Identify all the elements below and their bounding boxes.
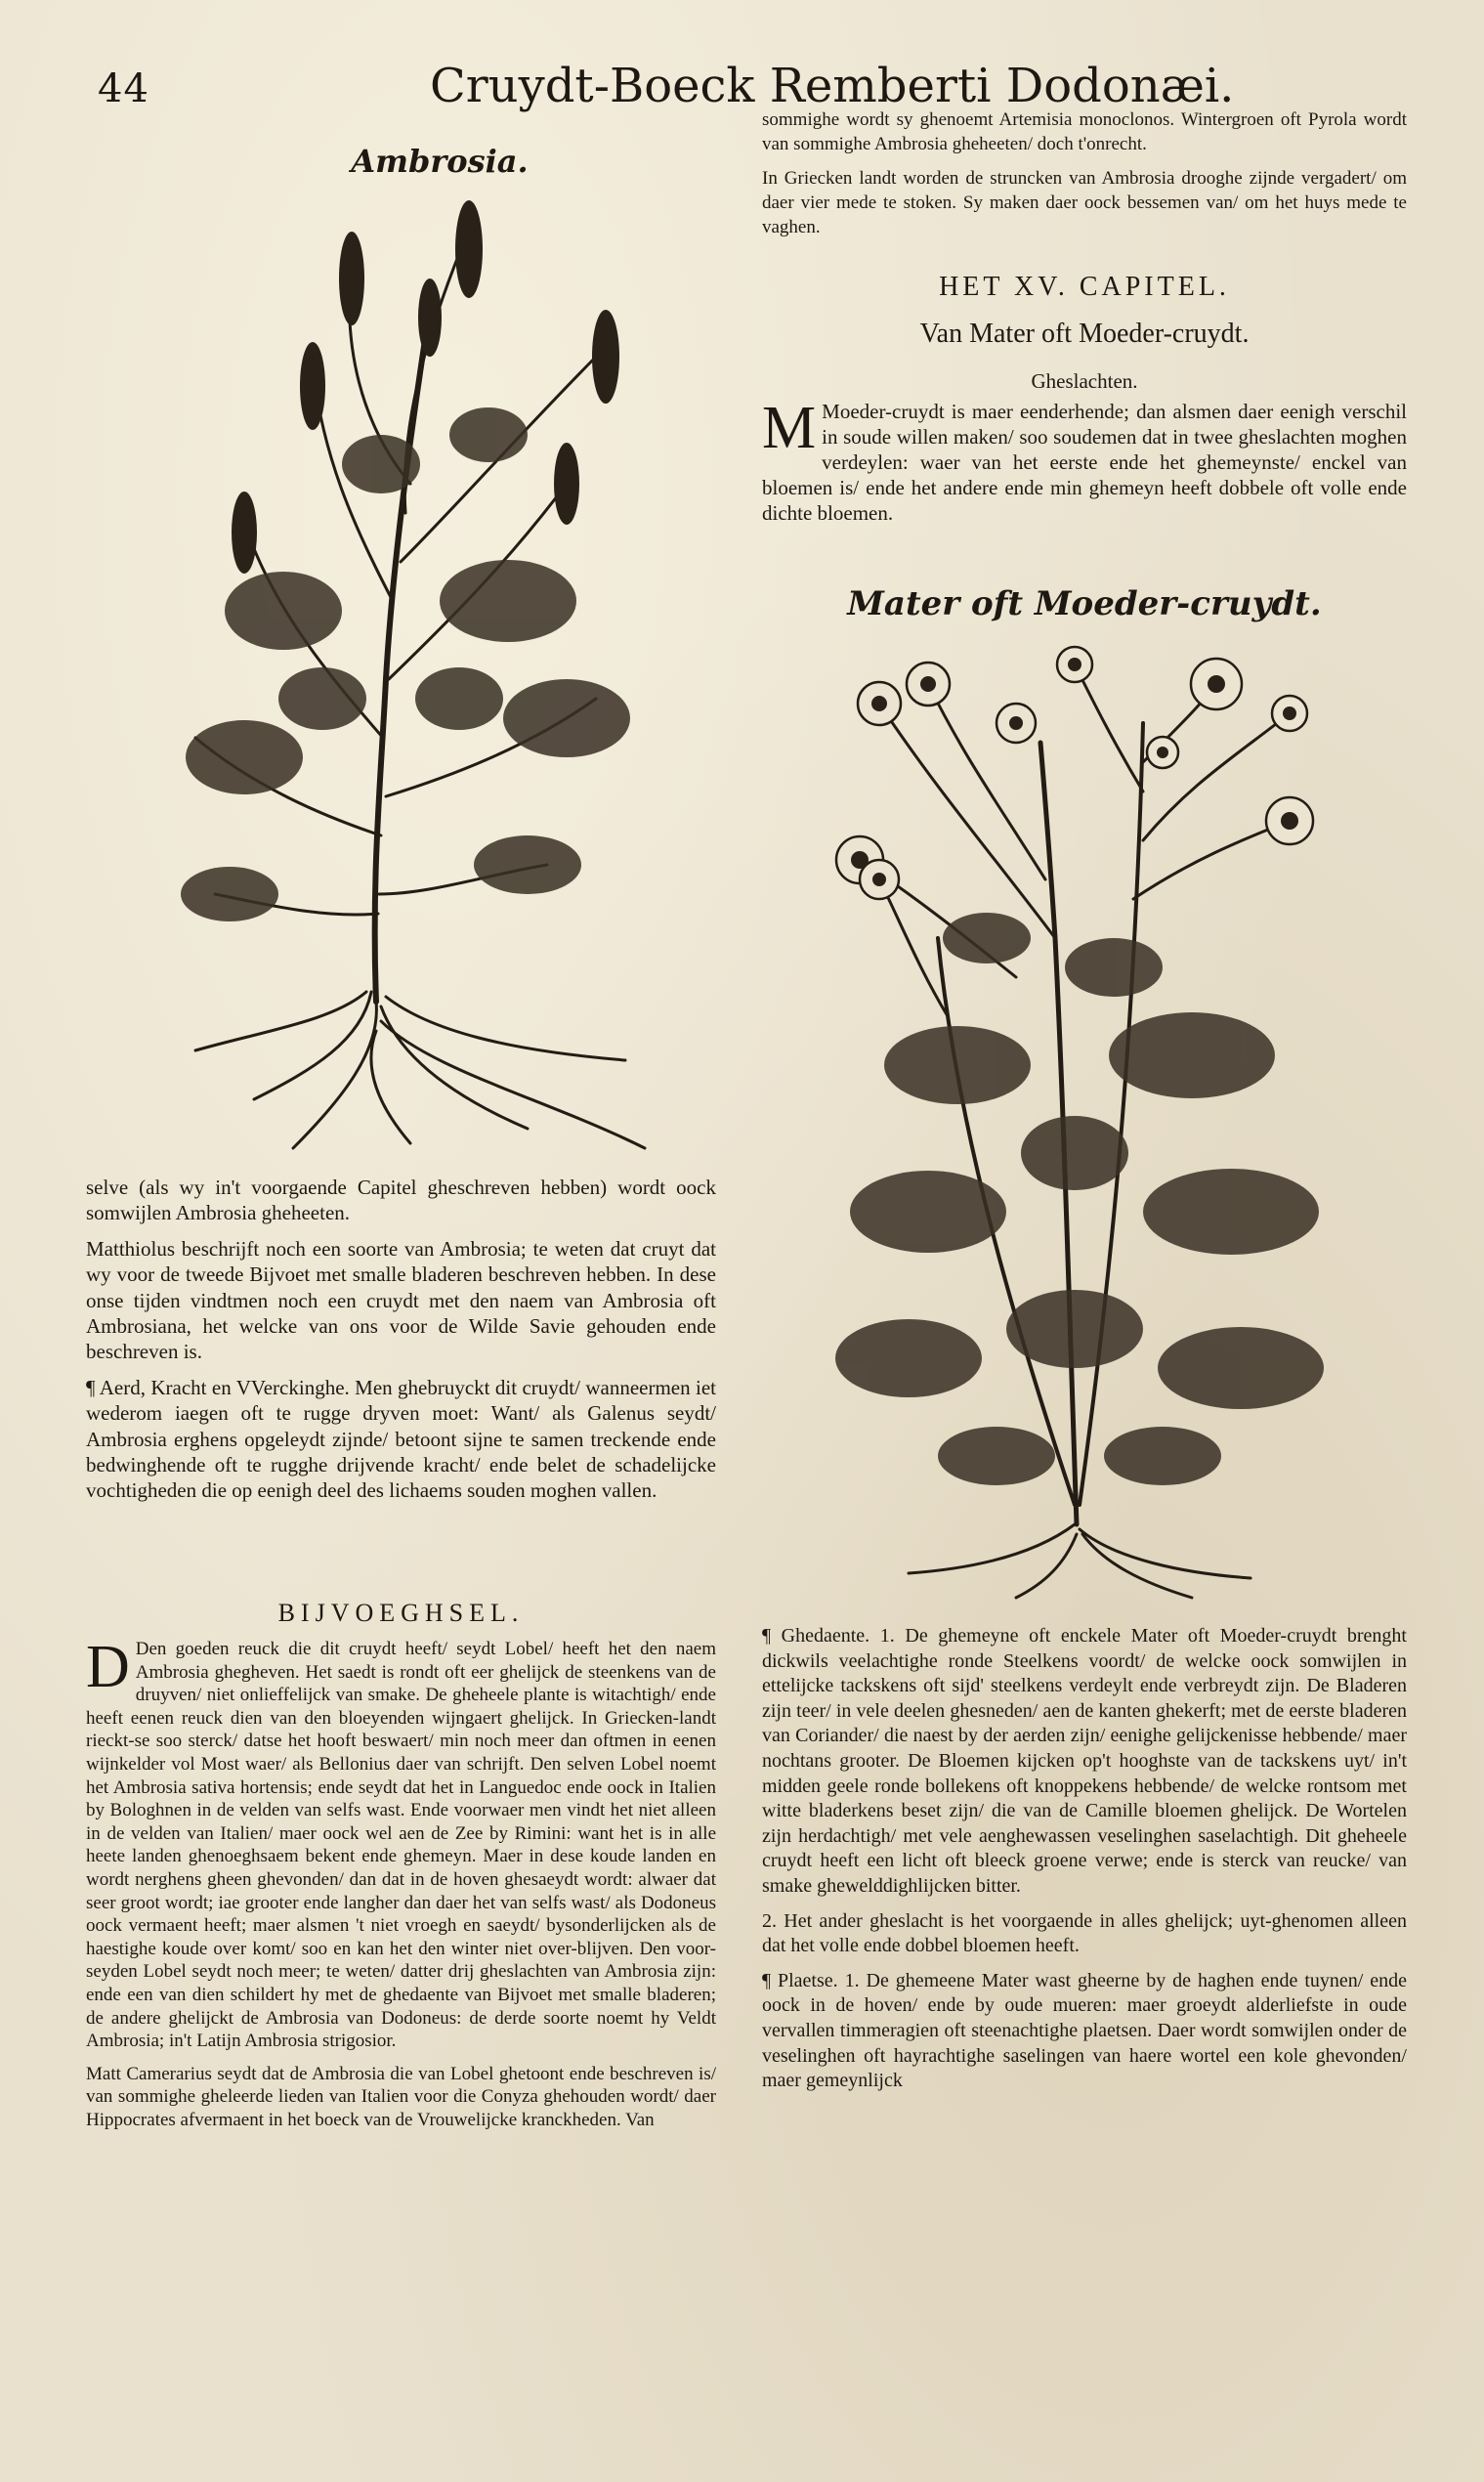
kinds-text (762, 395, 1407, 535)
left-paragraph-3: ¶ Aerd, Kracht en VVerckinghe. Men ghebruyckt dit cruydt/ wanneermen iet wederom iaegen oft te rugge dryven moet: Want/ als Galenus seydt/ Ambrosia erghens opgeleydt zijnde/ betoont sijne te samen treckende ende bedwinghende oft te rugghe drijvende kracht/ ende belet de schadelijcke vochtigheden die op eenigh deel des lichaems souden moghen vallen. (86, 1375, 716, 1503)
kinds-heading: Gheslachten. (1031, 369, 1138, 393)
ghedaente-paragraph-2: 2. Het ander gheslacht is het voorgaende in alles ghelijck; uyt-ghenomen alleen dat het volle ende dobbel bloemen heeft. (762, 1909, 1407, 1957)
chapter-heading: HET XV. CAPITEL. (939, 272, 1230, 302)
ambrosia-plate-caption: Ambrosia. (351, 143, 529, 180)
bijvoeghsel-paragraph-2: Matt Camerarius seydt dat de Ambrosia die van Lobel ghetoont ende beschreven is/ van sommighe gheleerde lieden van Italien voor die Conyza ghehouden wordt/ daer Hippocrates afvermaent in het boeck van de Vrouwelijcke kranckheden. Van (86, 2063, 716, 2130)
right-lower-column (762, 1624, 1407, 2104)
bijvoeghsel-paragraph-1: D Den goeden reuck die dit cruydt heeft/ seydt Lobel/ heeft het den naem Ambrosia ghegheven. Het saedt is rondt oft eer ghelijck de steenkens van de druyven/ niet onlieffelijck van smake. De gheheele plante is witachtigh/ ende heeft eenen reuck dien van den bloeyenden wijngaert ghelijck. In Griecken-landt rieckt-se soo sterck/ datse het hooft beswaert/ min noch meer dan oftmen in eenen wijnkelder vol Most waer/ als Bellonius daer van schrijft. Den selven Lobel noemt het Ambrosia sativa hortensis; ende seydt dat het in Languedoc ende oock in Italien by Bologhnen in de velden van selfs wast. Ende voorwaer men vindt het niet alleen in de velden van Italien/ maer oock wel aen de Zee by Rimini: want het is in alle heete landen ghenoeghsaem bekent ende ghemeyn. Maer in dese koude landen en wordt nerghens gheen ghevonden/ dan dat in de hoven ghesaeydt wordt: alwaer dat seer groot wordt; iae grooter ende langher dan daer het van selfs wast/ als Dodoneus oock vermaent heeft; maer alsmen 't niet vroegh en saeydt/ bysonderlijcken als de haestighe koude over komt/ soo en kan het den winter niet over-blijven. Den voor-seyden Lobel seydt noch meer; te weten/ datter drij gheslachten van Ambrosia zijn: ende een van dien schildert hy met de ghedaente van Bijvoet met smalle bladeren; de andere ghelijckt de Ambrosia van Dodoneus: de derde soorte noemt hy Veldt Ambrosia; in't Latijn Ambrosia strigosior. (86, 1634, 716, 2052)
right-intro-paragraph-2: In Griecken landt worden de struncken van Ambrosia drooghe zijnde vergadert/ om daer vier mede te stoken. Sy maken daer oock bessemen van/ om het huys mede te vaghen. (762, 168, 1407, 237)
plaetse-paragraph: ¶ Plaetse. 1. De ghemeene Mater wast gheerne by de haghen ende tuynen/ ende oock in de hoven/ ende by oude mueren: maer groeydt alderliefste in oude vervallen timmeragien oft steenachtighe plaetsen. Daer wordt somwijlen onder de veselinghen oft hayrachtighe saselingen van haere wortel een kole ghevonden/ maer gemeynlijck (762, 1969, 1407, 2092)
drop-cap-m: M (762, 395, 817, 461)
bijvoeghsel-text (86, 1634, 716, 2141)
mater-plate-caption: Mater oft Moeder-cruydt. (847, 584, 1322, 623)
left-column (86, 1175, 716, 1514)
right-intro (762, 107, 1407, 249)
right-intro-paragraph-1: sommighe wordt sy ghenoemt Artemisia monoclonos. Wintergroen oft Pyrola wordt van sommighe Ambrosia gheheeten/ doch t'onrecht. (762, 109, 1407, 154)
left-paragraph-2: Matthiolus beschrijft noch een soorte van Ambrosia; te weten dat cruyt dat wy voor de tweede Bijvoet met smalle bladeren beschreven hebben. In dese onse tijden vindtmen noch een cruydt met den naem van Ambrosia oft Ambrosiana, het welcke van ons voor de Wilde Savie gehouden ende beschreven is. (86, 1236, 716, 1364)
running-title: Cruydt-Boeck Remberti Dodonæi. (430, 59, 1235, 113)
ambrosia-woodcut (137, 191, 723, 1163)
page-number: 44 (98, 66, 149, 111)
kinds-paragraph: M Moeder-cruydt is maer eenderhende; dan alsmen daer eenigh verschil in soude willen maken/ soo soudemen dat in twee gheslachten moghen verdeylen: waer van het eerste ende het ghemeynste/ enckel van bloemen is/ ende het andere ende min ghemeyn heeft dobbele oft volle ende dichte bloemen. (762, 395, 1407, 525)
chapter-subtitle: Van Mater oft Moeder-cruydt. (919, 319, 1250, 349)
drop-cap: D (86, 1634, 130, 1700)
left-paragraph-1: selve (als wy in't voorgaende Capitel gheschreven hebben) wordt oock somwijlen Ambrosia gheheeten. (86, 1176, 716, 1225)
mater-woodcut (821, 645, 1368, 1612)
bijvoeghsel-heading: BIJVOEGHSEL. (277, 1599, 525, 1627)
ghedaente-paragraph: ¶ Ghedaente. 1. De ghemeyne oft enckele Mater oft Moeder-cruydt brenght dickwils veelachtighe ronde Steelkens voordt/ de welcke oock somwijlen in ettelijcke tackskens oft sijd' steelkens verdeylt ende verbreydt zijn. De Bladeren zijn teer/ in vele deelen ghesneden/ aen de kanten ghekerft; met de eerste bladeren van Coriander/ die naest by der aerden zijn/ eenighe gelijckenisse hebbende/ maer nochtans grooter. De Bloemen kijcken op't hooghste van de tackskens uyt/ in't midden geele ronde bollekens oft knoppekens hebbende/ de welcke rontsom met witte bladerkens beset zijn/ die van de Camille bloemen ghelijck. De Wortelen zijn herdachtigh/ met vele aenghewassen veselinghen saselachtigh. Dit gheheele cruydt heeft een licht oft bleeck groene verwe; ende is sterck van reucke/ van smake ghewelddighlijcken bitter. (762, 1625, 1407, 1897)
